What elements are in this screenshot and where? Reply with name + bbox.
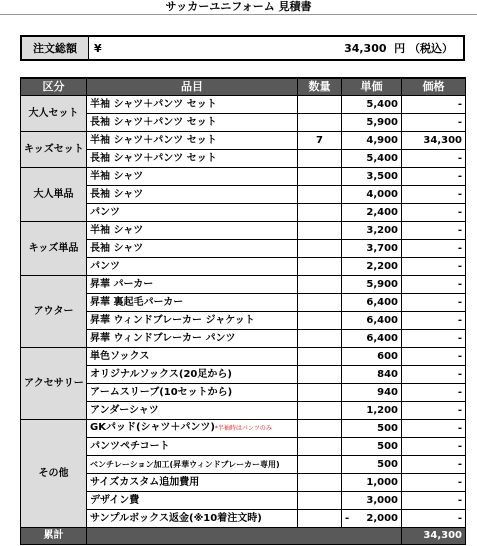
qty-cell[interactable] <box>298 456 342 474</box>
item-cell <box>87 186 298 204</box>
item-cell <box>87 276 298 294</box>
item-label: パンツペチコート <box>90 440 170 452</box>
table-row <box>21 114 466 132</box>
header-amount: 価格 <box>402 78 466 96</box>
table-row <box>21 474 466 492</box>
table-row <box>21 96 466 114</box>
order-total-box <box>20 35 465 61</box>
amount-cell: - <box>402 222 466 240</box>
unit-price-cell: 4,000 <box>342 186 402 204</box>
table-header-row <box>21 78 466 96</box>
item-cell <box>87 456 298 474</box>
amount-cell: - <box>402 348 466 366</box>
qty-cell[interactable] <box>298 384 342 402</box>
amount-cell: - <box>402 474 466 492</box>
category-cell: キッズセット <box>21 132 87 168</box>
table-row <box>21 384 466 402</box>
item-cell <box>87 204 298 222</box>
table-row <box>21 258 466 276</box>
item-cell <box>87 330 298 348</box>
qty-cell[interactable] <box>298 258 342 276</box>
unit-price-cell: 3,500 <box>342 168 402 186</box>
category-cell: 大人単品 <box>21 168 87 222</box>
item-label: 半袖 シャツ＋パンツ セット <box>90 98 217 110</box>
amount-cell: - <box>402 312 466 330</box>
item-label: 長袖 シャツ＋パンツ セット <box>90 116 217 128</box>
amount-cell: - <box>402 438 466 456</box>
qty-cell[interactable] <box>298 150 342 168</box>
amount-cell: - <box>402 294 466 312</box>
table-row <box>21 186 466 204</box>
unit-price-cell: 5,400 <box>342 96 402 114</box>
qty-cell[interactable] <box>298 348 342 366</box>
item-label: 単色ソックス <box>90 350 150 362</box>
sum-label: 累計 <box>21 528 87 545</box>
amount-cell: - <box>402 510 466 528</box>
item-cell <box>87 384 298 402</box>
unit-price-cell: 3,000 <box>342 492 402 510</box>
qty-cell[interactable] <box>298 510 342 528</box>
table-row <box>21 492 466 510</box>
order-total-label: 注文総額 <box>22 37 89 59</box>
unit-price-cell: 5,900 <box>342 276 402 294</box>
unit-price-cell: 2,400 <box>342 204 402 222</box>
table-row <box>21 438 466 456</box>
item-cell <box>87 420 298 438</box>
table-row <box>21 420 466 438</box>
item-label: 長袖 シャツ <box>90 188 144 200</box>
unit-price-cell: 940 <box>342 384 402 402</box>
price-value: 2,000 <box>366 512 398 524</box>
table-row <box>21 510 466 528</box>
unit-price-cell <box>342 510 402 528</box>
item-label: 半袖 シャツ <box>90 224 144 236</box>
qty-cell[interactable] <box>298 366 342 384</box>
category-cell: キッズ単品 <box>21 222 87 276</box>
qty-cell[interactable] <box>298 96 342 114</box>
item-note: *半袖時はパンツのみ <box>214 425 272 432</box>
table-row <box>21 204 466 222</box>
amount-cell: - <box>402 186 466 204</box>
table-row <box>21 132 466 150</box>
unit-price-cell: 6,400 <box>342 312 402 330</box>
price-prefix: - <box>345 512 350 524</box>
table-row <box>21 402 466 420</box>
item-cell <box>87 492 298 510</box>
header-unit-price: 単価 <box>342 78 402 96</box>
qty-cell[interactable] <box>298 240 342 258</box>
order-total-currency: ¥ <box>94 41 102 55</box>
item-cell <box>87 222 298 240</box>
amount-cell: - <box>402 420 466 438</box>
table-body <box>21 96 466 545</box>
amount-cell: - <box>402 402 466 420</box>
qty-cell[interactable] <box>298 186 342 204</box>
unit-price-cell: 3,700 <box>342 240 402 258</box>
sum-row <box>21 528 466 545</box>
item-label: 半袖 シャツ＋パンツ セット <box>90 134 217 146</box>
table-row <box>21 222 466 240</box>
item-label: ベンチレーション加工(昇華ウィンドブレーカー専用) <box>90 459 280 469</box>
item-label: サンプルボックス返金(※10着注文時) <box>90 512 262 524</box>
amount-cell: - <box>402 276 466 294</box>
category-cell: 大人セット <box>21 96 87 132</box>
item-cell <box>87 438 298 456</box>
unit-price-cell: 500 <box>342 456 402 474</box>
table-row <box>21 366 466 384</box>
category-cell: その他 <box>21 420 87 528</box>
item-label: 昇華 裏起毛パーカー <box>90 296 184 308</box>
item-cell <box>87 150 298 168</box>
estimate-table <box>20 77 466 545</box>
unit-price-cell: 2,200 <box>342 258 402 276</box>
table-row <box>21 240 466 258</box>
amount-cell: - <box>402 168 466 186</box>
order-total-value: 34,300 円 （税込） <box>344 42 453 55</box>
qty-cell[interactable] <box>298 204 342 222</box>
unit-price-cell: 600 <box>342 348 402 366</box>
amount-cell: - <box>402 258 466 276</box>
item-cell <box>87 474 298 492</box>
amount-cell: - <box>402 492 466 510</box>
sum-blank <box>87 528 402 545</box>
amount-cell: - <box>402 456 466 474</box>
amount-cell: - <box>402 204 466 222</box>
header-qty: 数量 <box>298 78 342 96</box>
amount-cell: - <box>402 384 466 402</box>
table-row <box>21 348 466 366</box>
qty-cell[interactable]: 7 <box>298 132 342 150</box>
item-label: 昇華 ウィンドブレーカー ジャケット <box>90 314 255 326</box>
unit-price-cell: 1,200 <box>342 402 402 420</box>
unit-price-cell: 3,200 <box>342 222 402 240</box>
amount-cell: - <box>402 240 466 258</box>
amount-cell: - <box>402 114 466 132</box>
page-title: サッカーユニフォーム 見積書 <box>165 0 312 13</box>
qty-cell[interactable] <box>298 312 342 330</box>
item-label: 半袖 シャツ <box>90 170 144 182</box>
item-label: 長袖 シャツ＋パンツ セット <box>90 152 217 164</box>
item-cell <box>87 510 298 528</box>
qty-cell[interactable] <box>298 420 342 438</box>
item-cell <box>87 96 298 114</box>
category-cell: アクセサリー <box>21 348 87 420</box>
item-label: パンツ <box>90 206 120 218</box>
item-cell <box>87 258 298 276</box>
sum-value: 34,300 <box>402 528 466 545</box>
item-label: オリジナルソックス(20足から) <box>90 368 232 380</box>
item-cell <box>87 168 298 186</box>
qty-cell[interactable] <box>298 474 342 492</box>
qty-cell[interactable] <box>298 168 342 186</box>
item-label: サイズカスタム追加費用 <box>90 476 200 488</box>
qty-cell[interactable] <box>298 492 342 510</box>
unit-price-cell: 500 <box>342 420 402 438</box>
item-label: 長袖 シャツ <box>90 242 144 254</box>
unit-price-cell: 4,900 <box>342 132 402 150</box>
header-category: 区分 <box>21 78 87 96</box>
item-cell <box>87 294 298 312</box>
unit-price-cell: 6,400 <box>342 330 402 348</box>
unit-price-cell: 5,900 <box>342 114 402 132</box>
unit-price-cell: 6,400 <box>342 294 402 312</box>
table-row <box>21 456 466 474</box>
item-label: 昇華 ウィンドブレーカー パンツ <box>90 332 236 344</box>
unit-price-cell: 500 <box>342 438 402 456</box>
unit-price-cell: 840 <box>342 366 402 384</box>
amount-cell: 34,300 <box>402 132 466 150</box>
qty-cell[interactable] <box>298 402 342 420</box>
table-row <box>21 150 466 168</box>
title-underline <box>0 14 477 15</box>
category-cell: アウター <box>21 276 87 348</box>
qty-cell[interactable] <box>298 222 342 240</box>
amount-cell: - <box>402 330 466 348</box>
qty-cell[interactable] <box>298 438 342 456</box>
table-row <box>21 276 466 294</box>
item-cell <box>87 240 298 258</box>
item-label: アンダーシャツ <box>90 404 159 416</box>
amount-cell: - <box>402 366 466 384</box>
amount-cell: - <box>402 96 466 114</box>
item-cell <box>87 348 298 366</box>
table-row <box>21 168 466 186</box>
item-label: パンツ <box>90 260 120 272</box>
qty-cell[interactable] <box>298 114 342 132</box>
qty-cell[interactable] <box>298 330 342 348</box>
header-item: 品目 <box>87 78 298 96</box>
qty-cell[interactable] <box>298 294 342 312</box>
unit-price-cell: 1,000 <box>342 474 402 492</box>
item-cell <box>87 366 298 384</box>
item-label: アームスリーブ(10セットから) <box>90 386 233 398</box>
item-cell <box>87 114 298 132</box>
item-label: GKパッド(シャツ＋パンツ) <box>90 422 215 433</box>
item-cell <box>87 402 298 420</box>
item-label: 昇華 パーカー <box>90 278 154 290</box>
table-row <box>21 312 466 330</box>
unit-price-cell: 5,400 <box>342 150 402 168</box>
item-label: デザイン費 <box>90 494 140 506</box>
item-cell <box>87 312 298 330</box>
table-row <box>21 294 466 312</box>
qty-cell[interactable] <box>298 276 342 294</box>
table-row <box>21 330 466 348</box>
item-cell <box>87 132 298 150</box>
amount-cell: - <box>402 150 466 168</box>
